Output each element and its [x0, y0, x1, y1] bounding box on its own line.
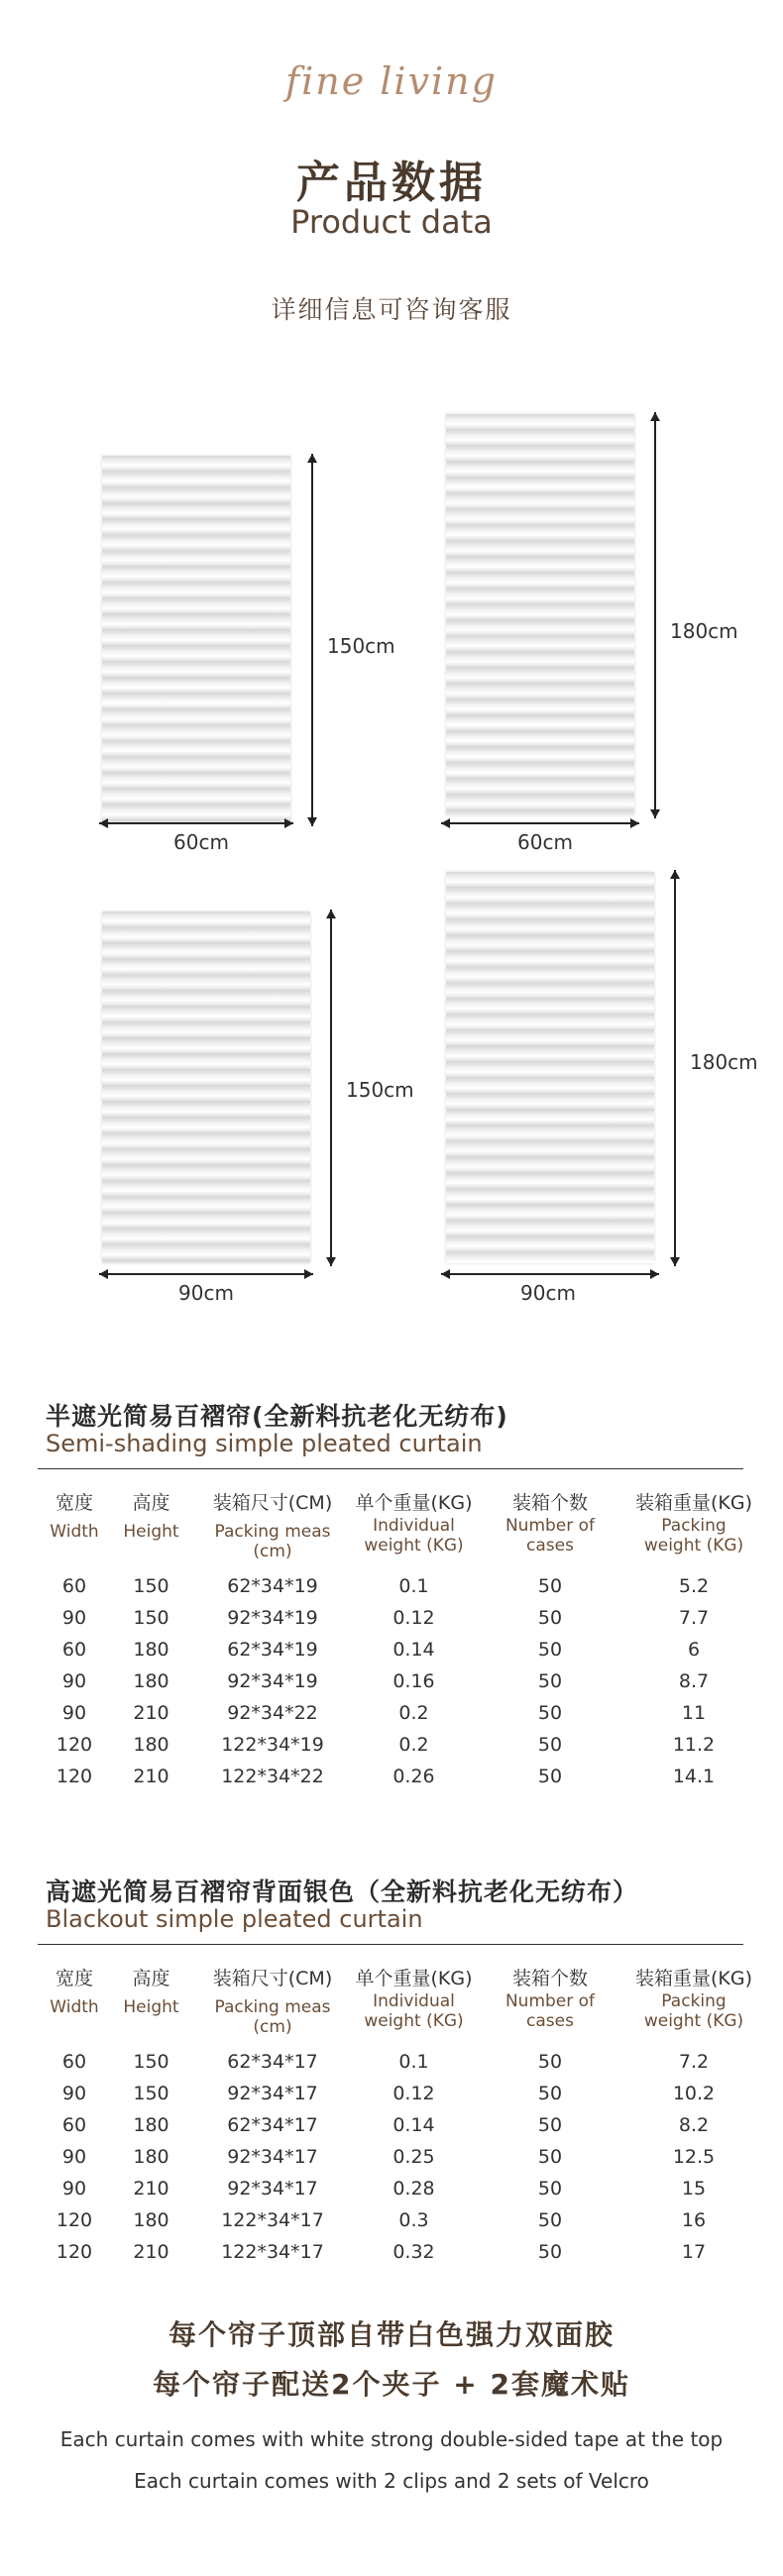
table-cell: 12.5 [672, 2146, 716, 2168]
table-title-cn: 高遮光简易百褶帘背面银色（全新料抗老化无纺布） [46, 1878, 639, 1906]
col-header-cn: 装箱重量(KG) [634, 1492, 752, 1514]
curtain-image [102, 456, 290, 822]
table-cell: 90 [61, 1670, 87, 1692]
table-cell: 62*34*19 [227, 1575, 318, 1597]
col-header-en: Packing meas (cm) [214, 1997, 331, 2037]
table-title-en: Semi-shading simple pleated curtain [46, 1430, 483, 1457]
table-cell: 0.26 [392, 1766, 435, 1787]
note-en-tape: Each curtain comes with white strong double-sided tape at the top [59, 2427, 724, 2451]
curtain-image [446, 414, 634, 815]
width-arrow [99, 822, 293, 824]
table-cell: 50 [537, 1639, 563, 1661]
col-header-en: Individual weight (KG) [364, 1516, 464, 1556]
curtain-image [446, 872, 654, 1263]
brand-logo: fine living [285, 59, 498, 103]
col-header-cn: 装箱个数 [511, 1968, 588, 1989]
table-cell: 50 [537, 1607, 563, 1629]
table-cell: 120 [56, 2209, 93, 2231]
table-cell: 0.28 [392, 2178, 435, 2200]
table-cell: 122*34*17 [221, 2241, 324, 2263]
table-cell: 180 [133, 1734, 169, 1756]
height-arrow [311, 454, 313, 826]
height-arrow [654, 412, 656, 818]
table-cell: 90 [61, 1702, 87, 1724]
table-cell: 92*34*19 [227, 1670, 318, 1692]
table-cell: 15 [681, 2178, 707, 2200]
table-cell: 90 [61, 2083, 87, 2104]
table-cell: 180 [133, 2209, 169, 2231]
height-label: 150cm [346, 1078, 414, 1102]
height-label: 150cm [327, 634, 395, 658]
table-cell: 0.25 [392, 2146, 435, 2168]
col-header-en: Individual weight (KG) [364, 1991, 464, 2031]
col-header-cn: 宽度 [55, 1492, 93, 1514]
table-cell: 180 [133, 2114, 169, 2136]
table-cell: 8.2 [678, 2114, 710, 2136]
col-header-cn: 宽度 [55, 1968, 93, 1989]
table-cell: 5.2 [678, 1575, 710, 1597]
width-label: 60cm [517, 830, 573, 854]
col-header-en: Packing weight (KG) [643, 1991, 744, 2031]
table-cell: 17 [681, 2241, 707, 2263]
table-cell: 0.14 [392, 2114, 435, 2136]
table-cell: 0.2 [398, 1702, 429, 1724]
width-arrow [99, 1273, 313, 1275]
table-cell: 210 [133, 2178, 169, 2200]
table-cell: 11.2 [672, 1734, 716, 1756]
page-title-cn: 产品数据 [296, 158, 487, 208]
table-cell: 60 [61, 1639, 87, 1661]
table-cell: 50 [537, 2083, 563, 2104]
table-cell: 120 [56, 2241, 93, 2263]
table-cell: 180 [133, 1670, 169, 1692]
col-header-cn: 高度 [132, 1492, 170, 1514]
width-label: 90cm [520, 1281, 576, 1305]
table-cell: 180 [133, 2146, 169, 2168]
col-header-cn: 高度 [132, 1968, 170, 1989]
table-cell: 120 [56, 1766, 93, 1787]
table-cell: 50 [537, 1702, 563, 1724]
table-cell: 150 [133, 1607, 169, 1629]
table-cell: 50 [537, 1734, 563, 1756]
table-cell: 10.2 [672, 2083, 716, 2104]
table-cell: 0.1 [398, 2051, 429, 2073]
table-cell: 50 [537, 1670, 563, 1692]
table-cell: 210 [133, 2241, 169, 2263]
table-divider [38, 1468, 743, 1469]
table-cell: 60 [61, 1575, 87, 1597]
table-cell: 90 [61, 1607, 87, 1629]
table-cell: 16 [681, 2209, 707, 2231]
table-cell: 6 [687, 1639, 701, 1661]
note-cn-accessories: 每个帘子配送2个夹子 + 2套魔术贴 [153, 2368, 630, 2401]
width-arrow [441, 1273, 659, 1275]
table-cell: 92*34*19 [227, 1607, 318, 1629]
table-cell: 62*34*17 [227, 2051, 318, 2073]
table-divider [38, 1944, 743, 1945]
col-header-en: Packing meas (cm) [214, 1522, 331, 1561]
table-cell: 0.12 [392, 1607, 435, 1629]
table-cell: 50 [537, 2209, 563, 2231]
table-cell: 60 [61, 2051, 87, 2073]
table-cell: 92*34*22 [227, 1702, 318, 1724]
table-cell: 0.16 [392, 1670, 435, 1692]
table-cell: 0.1 [398, 1575, 429, 1597]
table-cell: 50 [537, 2178, 563, 2200]
col-header-en: Height [123, 1522, 179, 1542]
table-title-en: Blackout simple pleated curtain [46, 1905, 423, 1933]
note-en-accessories: Each curtain comes with 2 clips and 2 sets of Velcro [134, 2469, 649, 2493]
table-cell: 11 [681, 1702, 707, 1724]
table-cell: 7.2 [678, 2051, 710, 2073]
table-cell: 90 [61, 2178, 87, 2200]
col-header-en: Number of cases [504, 1991, 596, 2031]
table-cell: 62*34*17 [227, 2114, 318, 2136]
table-cell: 0.2 [398, 1734, 429, 1756]
table-cell: 50 [537, 2146, 563, 2168]
width-label: 90cm [178, 1281, 234, 1305]
col-header-cn: 装箱尺寸(CM) [212, 1968, 333, 1989]
col-header-en: Packing weight (KG) [643, 1516, 744, 1556]
table-cell: 122*34*22 [221, 1766, 324, 1787]
width-arrow [441, 822, 639, 824]
table-cell: 180 [133, 1639, 169, 1661]
table-cell: 50 [537, 1575, 563, 1597]
table-cell: 50 [537, 2241, 563, 2263]
table-cell: 92*34*17 [227, 2146, 318, 2168]
table-cell: 210 [133, 1702, 169, 1724]
table-title-cn: 半遮光简易百褶帘(全新料抗老化无纺布) [46, 1402, 508, 1431]
table-cell: 92*34*17 [227, 2083, 318, 2104]
col-header-cn: 装箱重量(KG) [634, 1968, 752, 1989]
col-header-en: Width [50, 1997, 99, 2017]
table-cell: 50 [537, 2114, 563, 2136]
width-label: 60cm [173, 830, 229, 854]
table-cell: 122*34*19 [221, 1734, 324, 1756]
col-header-cn: 装箱尺寸(CM) [212, 1492, 333, 1514]
col-header-en: Height [123, 1997, 179, 2017]
table-cell: 60 [61, 2114, 87, 2136]
table-cell: 120 [56, 1734, 93, 1756]
table-cell: 50 [537, 2051, 563, 2073]
curtain-image [102, 912, 310, 1263]
col-header-cn: 单个重量(KG) [355, 1492, 473, 1514]
table-cell: 0.32 [392, 2241, 435, 2263]
col-header-en: Number of cases [504, 1516, 596, 1556]
height-label: 180cm [670, 619, 738, 643]
height-arrow [330, 910, 332, 1266]
col-header-cn: 单个重量(KG) [355, 1968, 473, 1989]
table-cell: 210 [133, 1766, 169, 1787]
table-cell: 62*34*19 [227, 1639, 318, 1661]
page-subtitle: 详细信息可咨询客服 [271, 295, 512, 324]
table-cell: 92*34*17 [227, 2178, 318, 2200]
table-cell: 0.12 [392, 2083, 435, 2104]
table-cell: 14.1 [672, 1766, 716, 1787]
table-cell: 90 [61, 2146, 87, 2168]
table-cell: 50 [537, 1766, 563, 1787]
page-title-en: Product data [290, 203, 493, 241]
table-cell: 150 [133, 1575, 169, 1597]
table-cell: 8.7 [678, 1670, 710, 1692]
table-cell: 7.7 [678, 1607, 710, 1629]
table-cell: 150 [133, 2083, 169, 2104]
table-cell: 122*34*17 [221, 2209, 324, 2231]
table-cell: 150 [133, 2051, 169, 2073]
col-header-en: Width [50, 1522, 99, 1542]
table-cell: 0.3 [398, 2209, 429, 2231]
col-header-cn: 装箱个数 [511, 1492, 588, 1514]
height-arrow [674, 870, 676, 1266]
table-cell: 0.14 [392, 1639, 435, 1661]
note-cn-tape: 每个帘子顶部自带白色强力双面胶 [168, 2318, 615, 2351]
height-label: 180cm [690, 1050, 758, 1074]
